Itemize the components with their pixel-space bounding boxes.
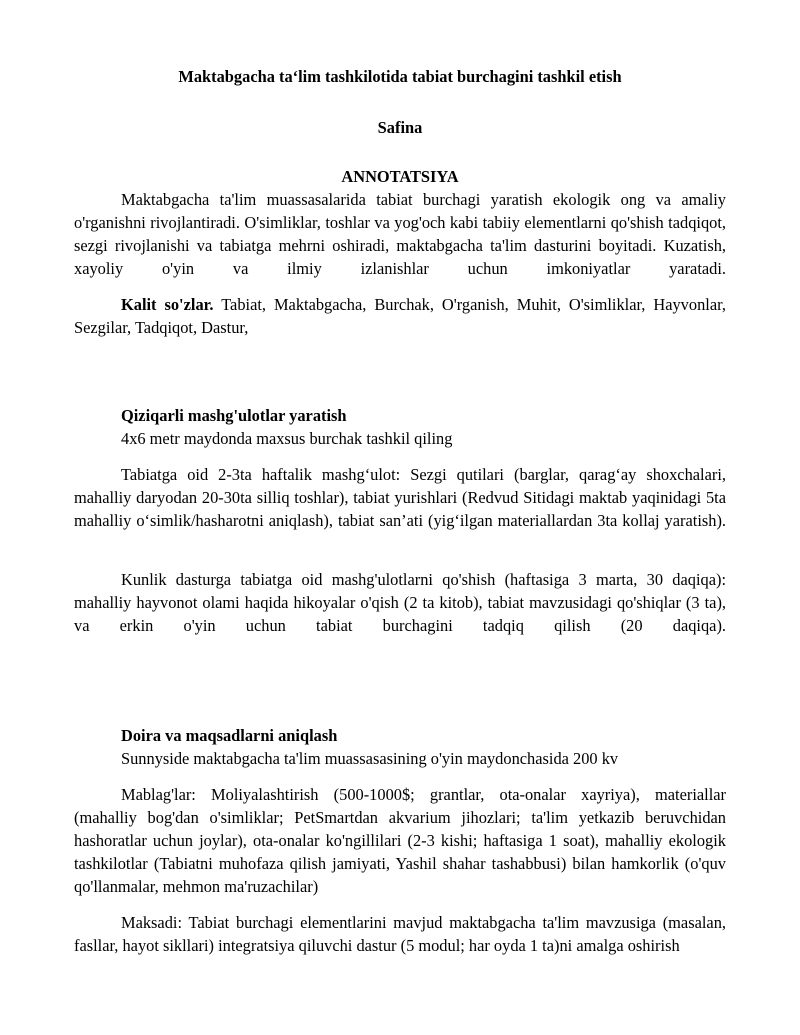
section-heading-scope: Doira va maqsadlarni aniqlash (121, 726, 338, 745)
annotation-paragraph: Maktabgacha ta'lim muassasalarida tabiat burchagi yaratish ekologik ong va amaliy o'rganishni rivojlantiradi. O'simliklar, toshlar va yog'och kabi tabiiy elementlarni qo'shish tadqiqot, sezgi rivojlanishi va tabiatga mehrni oshiradi, maktabgacha ta'lim dasturini boyitadi. Kuzatish, xayoliy o'yin va ilmiy izlanishlar uchun imkoniyatlar yaratadi. (74, 190, 726, 278)
section-heading-activities: Qiziqarli mashg'ulotlar yaratish (121, 406, 347, 425)
keywords-text: Tabiat, Maktabgacha, Burchak, O'rganish, Muhit, O'simliklar, Hayvonlar, Sezgilar, Tadqiqot, Dastur, (74, 295, 726, 337)
keywords-label: Kalit so'zlar. (121, 295, 214, 314)
keywords-paragraph (74, 293, 726, 339)
section-activities (74, 404, 726, 637)
section-subtitle-scope: Sunnyside maktabgacha ta'lim muassasasining o'yin maydonchasida 200 kv (121, 749, 619, 768)
document-title: Maktabgacha ta‘lim tashkilotida tabiat burchagini tashkil etish (178, 67, 622, 86)
activities-paragraph-daily: Kunlik dasturga tabiatga oid mashg'ulotlarni qo'shish (haftasiga 3 marta, 30 daqiqa): mahalliy hayvonot olami haqida hikoyalar o'qish (2 ta kitob), tabiat mavzusidagi qo'shiqlar (3 ta), va erkin o'yin uchun tabiat burchagini tadqiq qilish (20 daqiqa). (74, 570, 726, 635)
activities-paragraph-weekly: Tabiatga oid 2-3ta haftalik mashg‘ulot: Sezgi qutilari (barglar, qarag‘ay shoxchalari, mahalliy daryodan 20-30ta silliq toshlar), tabiat yurishlari (Redvud Sitidagi maktab yaqinidagi 5ta mahalliy o‘simlik/hasharotni aniqlash), tabiat san’ati (yig‘ilgan materiallardan 3ta kollaj yaratish). (74, 465, 726, 530)
author-name: Safina (377, 118, 423, 137)
annotation-section (74, 165, 726, 339)
section-scope (74, 724, 726, 957)
scope-paragraph-goal: Maksadi: Tabiat burchagi elementlarini mavjud maktabgacha ta'lim mavzusiga (masalan, fasllar, hayot sikllari) integratsiya qiluvchi dastur (5 modul; har oyda 1 ta)ni amalga oshirish (74, 913, 726, 955)
scope-paragraph-resources: Mablag'lar: Moliyalashtirish (500-1000$; grantlar, ota-onalar xayriya), materiallar (mahalliy bog'dan o'simliklar; PetSmartdan akvarium jihozlari; ta'lim yetkazib beruvchidan hashoratlar uchun joylar), ota-onalar ko'ngillilari (2-3 kishi; haftasiga 1 soat), mahalliy ekologik tashkilotlar (Tabiatni muhofaza qilish jamiyati, Yashil shahar tashabbusi) bilan hamkorlik (o'quv qo'llanmalar, mehmon ma'ruzachilar) (74, 785, 726, 896)
annotation-heading: ANNOTATSIYA (341, 167, 459, 186)
section-subtitle-activities: 4x6 metr maydonda maxsus burchak tashkil qiling (121, 429, 453, 448)
